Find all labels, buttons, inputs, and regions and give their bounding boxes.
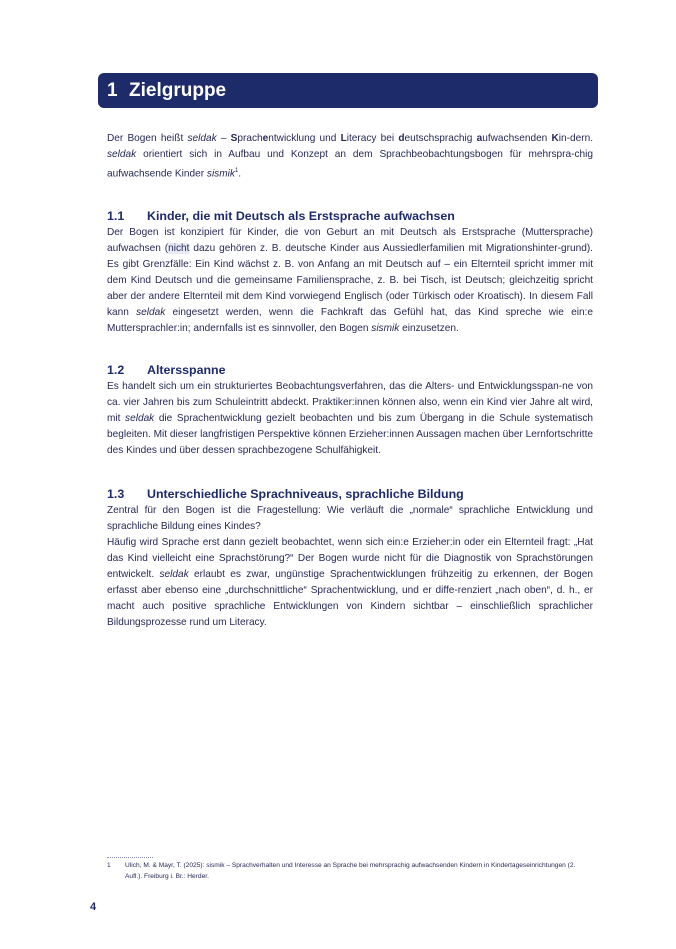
section-1-3-paragraph-2: Häufig wird Sprache erst dann gezielt beobachtet, wenn sich ein:e Erzieher:in oder ein Elternteil fragt: „Hat das Kind vielleicht eine Sprachstörung?“ Der Bogen wurde nicht für die Diagnostik von Sprachstörungen entwickelt. seldak erlaubt es zwar, ungünstige Sprachentwicklungen frühzeitig zu erkennen, der Bogen erfasst aber ebenso eine „durchschnittliche“ Sprachentwicklung, und er diffe-renziert „nach oben“, d. h., er macht auch positive sprachliche Entwicklungen von Kindern sichtbar – einschließlich sprachlicher Bildungsprozesse rund um Literacy. [107, 537, 593, 628]
section-heading-1-1 [107, 209, 593, 223]
section-heading-1-3 [107, 487, 593, 501]
chapter-number: 1 [107, 79, 118, 101]
page-number: 4 [90, 901, 97, 913]
footnote-number: 1 [107, 862, 111, 869]
chapter-title: Zielgruppe [129, 79, 227, 101]
section-1-3-paragraphs [107, 503, 593, 631]
section-title: Unterschiedliche Sprachniveaus, sprachliche Bildung [147, 487, 464, 501]
section-number: 1.1 [107, 209, 125, 223]
section-heading-1-2 [107, 363, 593, 377]
chapter-heading [98, 73, 598, 108]
intro-paragraph: Der Bogen heißt seldak – Sprachentwicklung und Literacy bei deutschsprachig aufwachsenden Kin-dern. seldak orientiert sich in Aufbau und Konzept an dem Sprachbeobachtungsbogen für mehrspra-chig aufwachsende Kinder sismik$^1$. [107, 133, 594, 180]
section-number: 1.2 [107, 363, 125, 377]
footnote [107, 860, 577, 882]
section-1-2-paragraph: Es handelt sich um ein strukturiertes Beobachtungsverfahren, das die Alters- und Entwicklungsspan-ne von ca. vier Jahren bis zum Schuleintritt abdeckt. Praktiker:innen können also, wenn ein Kind vier Jahre alt wird, mit seldak die Sprachentwicklung gezielt beobachten und bis zum Übergang in die Schule systematisch begleiten. Mit dieser langfristigen Perspektive können Erzieher:innen Aussagen machen über Lernfortschritte des Kindes und über dessen sprachbezogene Schulfähigkeit. [107, 381, 594, 456]
highlighted-word: nicht [168, 243, 190, 254]
section-1-1-paragraph: Der Bogen ist konzipiert für Kinder, die von Geburt an mit Deutsch als Erstsprache (Muttersprache) aufwachsen (nicht dazu gehören z. B. deutsche Kinder aus Aussiedlerfamilien mit Migrationshinter-grund). Es gibt Grenzfälle: Ein Kind wächst z. B. von Anfang an mit Deutsch auf – ein Elternteil spricht immer mit dem Kind Deutsch und die gemeinsame Familiensprache, z. B. bei Tisch, ist Deutsch; gleichzeitig spricht aber der andere Elternteil mit dem Kind vorwiegend Englisch (oder Türkisch oder Kroatisch). In diesem Fall kann seldak eingesetzt werden, wenn die Fachkraft das Gefühl hat, das Kind spreche wie ein:e Muttersprachler:in; andernfalls ist es sinnvoller, den Bogen sismik einzusetzen. [107, 227, 593, 334]
section-title: Altersspanne [147, 363, 226, 377]
section-title: Kinder, die mit Deutsch als Erstsprache aufwachsen [147, 209, 455, 223]
footnote-divider [107, 857, 153, 858]
footnote-text: Ulich, M. & Mayr, T. (2025): sismik – Sprachverhalten und Interesse an Sprache bei mehrsprachig aufwachsenden Kindern in Kindertageseinrichtungen (2. Aufl.). Freiburg i. Br.: Herder. [125, 862, 576, 880]
footnote-reference[interactable]: 1 [234, 168, 239, 174]
section-1-3-paragraph-1: Zentral für den Bogen ist die Fragestellung: Wie verläuft die „normale“ sprachliche Entwicklung und sprachliche Bildung eines Kindes? [107, 505, 593, 532]
section-number: 1.3 [107, 487, 125, 501]
